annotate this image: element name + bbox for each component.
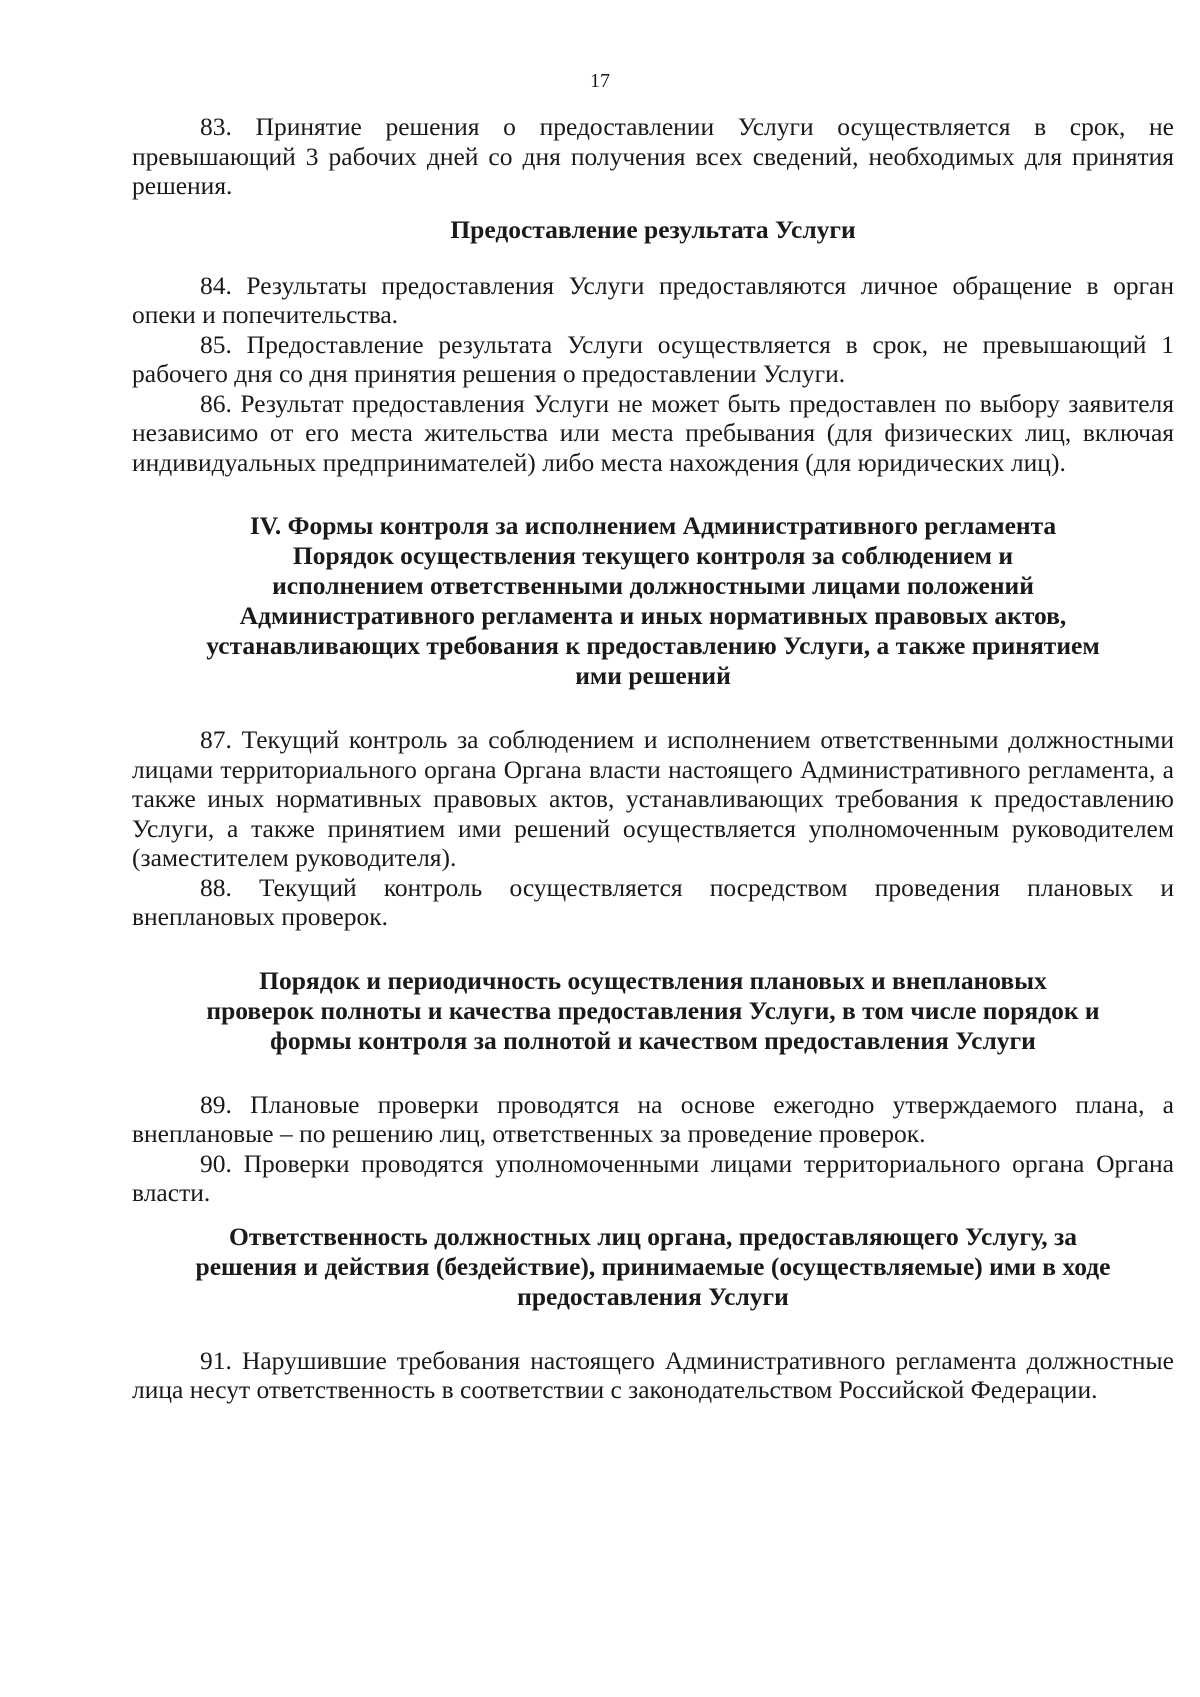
section-iv-line: Порядок осуществления текущего контроля за соблюдением и bbox=[292, 541, 1014, 570]
paragraph-87: 87. Текущий контроль за соблюдением и исполнением ответственными должностными лицами территориального органа Органа власти настоящего Административного регламента, а также иных нормативных правовых актов, устанавливающих требования к предоставлению Услуги, а также принятием ими решений осуществляется уполномоченным руководителем (заместителем руководителя). bbox=[132, 725, 1174, 872]
heading-responsibility bbox=[132, 1222, 1174, 1312]
page-number: 17 bbox=[590, 70, 610, 92]
heading-result-provision: Предоставление результата Услуги bbox=[450, 214, 856, 244]
paragraph-86: 86. Результат предоставления Услуги не может быть предоставлен по выбору заявителя независимо от его места жительства или места пребывания (для физических лиц, включая индивидуальных предпринимателей) либо места нахождения (для юридических лиц). bbox=[132, 388, 1174, 477]
section-iv-line: ими решений bbox=[575, 661, 731, 690]
paragraph-84: 84. Результаты предоставления Услуги предоставляются личное обращение в орган опеки и попечительства. bbox=[132, 270, 1174, 329]
heading-inspections-line: Порядок и периодичность осуществления плановых и внеплановых bbox=[259, 965, 1047, 995]
paragraph-88: 88. Текущий контроль осуществляется посредством проведения плановых и внеплановых проверок. bbox=[132, 872, 1174, 931]
heading-responsibility-line: предоставления Услуги bbox=[517, 1281, 789, 1311]
heading-responsibility-line: Ответственность должностных лиц органа, предоставляющего Услугу, за bbox=[229, 1221, 1077, 1251]
section-iv-line: исполнением ответственными должностными лицами положений bbox=[272, 571, 1034, 600]
document-body bbox=[132, 112, 1174, 1405]
section-iv-line: IV. Формы контроля за исполнением Административного регламента bbox=[249, 511, 1057, 540]
heading-responsibility-line: решения и действия (бездействие), принимаемые (осуществляемые) ими в ходе bbox=[195, 1251, 1111, 1281]
paragraph-89: 89. Плановые проверки проводятся на основе ежегодно утверждаемого плана, а внеплановые – по решению лиц, ответственных за проведение проверок. bbox=[132, 1089, 1174, 1148]
paragraph-90: 90. Проверки проводятся уполномоченными лицами территориального органа Органа власти. bbox=[132, 1148, 1174, 1207]
section-iv-heading bbox=[132, 511, 1174, 691]
paragraph-85: 85. Предоставление результата Услуги осуществляется в срок, не превышающий 1 рабочего дня со дня принятия решения о предоставлении Услуги. bbox=[132, 329, 1174, 388]
heading-inspections-line: формы контроля за полнотой и качеством предоставления Услуги bbox=[270, 1025, 1036, 1055]
heading-inspections bbox=[132, 966, 1174, 1056]
heading-inspections-line: проверок полноты и качества предоставления Услуги, в том числе порядок и bbox=[206, 995, 1100, 1025]
paragraph-83: 83. Принятие решения о предоставлении Услуги осуществляется в срок, не превышающий 3 рабочих дней со дня получения всех сведений, необходимых для принятия решения. bbox=[132, 112, 1174, 200]
paragraph-91: 91. Нарушившие требования настоящего Административного регламента должностные лица несут ответственность в соответствии с законодательством Российской Федерации. bbox=[132, 1345, 1174, 1404]
section-iv-line: Административного регламента и иных нормативных правовых актов, bbox=[239, 601, 1067, 630]
section-iv-line: устанавливающих требования к предоставлению Услуги, а также принятием bbox=[206, 631, 1100, 660]
